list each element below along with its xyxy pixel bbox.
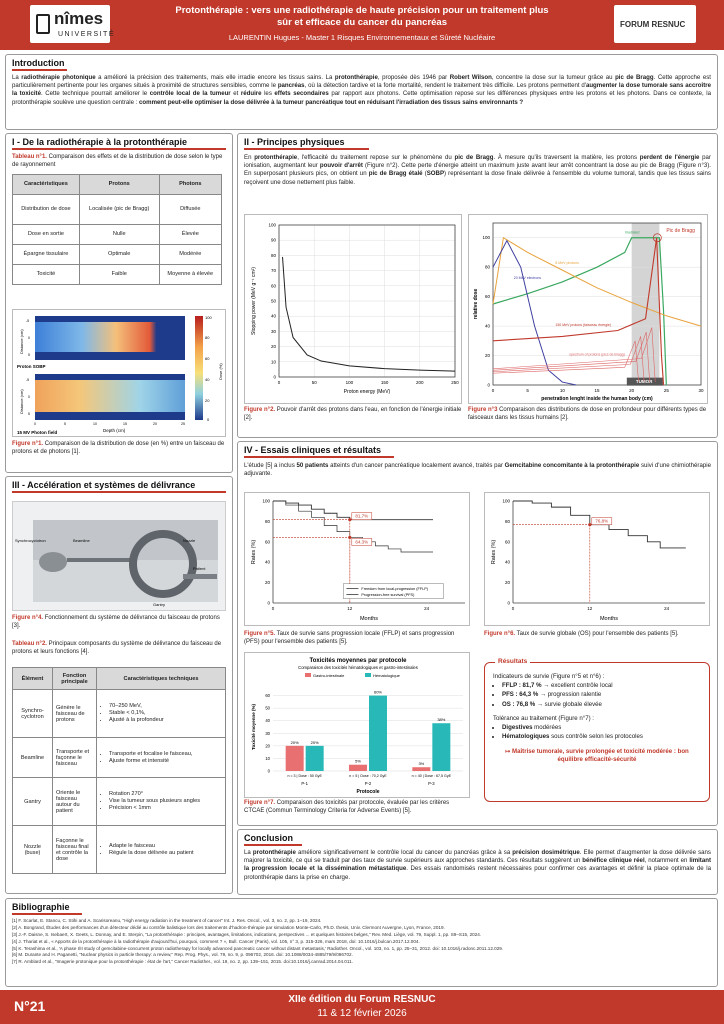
- x-tick-label: 0: [271, 606, 275, 611]
- table-1-cell: Diffusée: [159, 194, 221, 224]
- table-2-function: Transporte et façonne le faisceau: [53, 738, 97, 778]
- y-tick-label: 80: [504, 518, 510, 524]
- section-4: [237, 441, 718, 826]
- bragg-peak-label: Pic de Bragg: [666, 227, 695, 234]
- fig1-xtick: 20: [153, 422, 157, 426]
- section-1: [5, 133, 233, 473]
- stopping-power-line: [283, 257, 455, 371]
- header: [0, 0, 724, 50]
- section-3-title: III - Accélération et systèmes de délivrance: [12, 480, 196, 490]
- photon-field-region: [35, 380, 185, 412]
- table-1-cell: Dose en sortie: [13, 224, 80, 244]
- intro-title: Introduction: [12, 58, 65, 68]
- y-tick-label: 50: [270, 298, 276, 304]
- series-label: 8 MeV photons: [555, 261, 579, 266]
- y-tick-label: 30: [270, 328, 276, 334]
- table-2-header: Élément: [13, 668, 53, 690]
- fig1-cbar-tick: 60: [205, 356, 210, 361]
- y-tick-label: 100: [268, 222, 276, 228]
- category-label: P-2: [364, 781, 372, 786]
- figure-1: [12, 309, 226, 437]
- results-tolerance: Tolérance au traitement (Figure n°7) :: [493, 714, 594, 722]
- series-label: 150 MeV protons (faisceau énergie): [555, 323, 612, 328]
- figure-3-caption: Figure n°3 Comparaison des distributions de dose en profondeur pour différents types de faisceaux dans les tissus humains [2].: [468, 407, 707, 421]
- y-tick-label: 20: [264, 580, 270, 586]
- y-tick-label: 60: [484, 294, 490, 300]
- section-1-title: I - De la radiothérapie à la protonthérapie: [12, 137, 188, 147]
- results-title: Résultats: [495, 658, 530, 665]
- y-tick-label: 70: [270, 268, 276, 274]
- table-1-cell: Modérée: [159, 244, 221, 264]
- figure-5-caption: Figure n°5. Taux de survie sans progression locale (FFLP) et sans progression (PFS) pour l'ensemble des patients [5].: [244, 631, 455, 645]
- category-sublabel: n = 3 | Dose : 50 GyE: [287, 774, 322, 778]
- logo-right-text: FORUM RESNUC: [620, 20, 686, 29]
- logo-left-sub: UNIVERSITÉ: [58, 31, 116, 38]
- table-1-header: Photons: [159, 174, 221, 194]
- y-tick-label: 80: [270, 252, 276, 258]
- fig1-cbar-tick: 80: [205, 335, 210, 340]
- figure-6-caption: Figure n°6. Taux de survie globale (OS) pour l'ensemble des patients [5].: [484, 631, 679, 637]
- y-tick-label: 0: [507, 600, 510, 606]
- bar-data-label: 20%: [290, 739, 299, 745]
- y-tick-label: 40: [484, 323, 490, 329]
- fig1-label-proton: Proton SOBP: [17, 364, 46, 369]
- figure-3: [468, 214, 708, 404]
- results-intro: Indicateurs de survie (Figure n°5 et n°6) :: [493, 673, 605, 680]
- table-1-cell: Moyenne à élevée: [159, 264, 221, 284]
- conclusion-section: [237, 829, 718, 895]
- table-2: [12, 667, 226, 874]
- reference-item: [7] R. Amblard et al., "Imagerie protonique pour la protonthérapie : état de l'art," Cancer Radiother., vol. 19, no. 2, pp. 139–151, 2015. doi:10.1016/j.canrad.2014.04.011.: [12, 959, 353, 965]
- bar-data-label: 60%: [373, 689, 383, 695]
- reference-item: [6] M. Durante and H. Paganetti, "Nuclear physics in particle therapy: a review," Rep. Prog. Phys., vol. 79, no. 9, p. 096702, 2016. doi: 10.1088/0034-4885/79/9/096702.: [12, 952, 353, 958]
- y-axis-label: relative dose: [473, 288, 479, 320]
- y-tick-label: 20: [484, 353, 490, 359]
- fig1-xtick: 10: [93, 422, 97, 426]
- x-tick-label: 150: [380, 380, 389, 385]
- table-2-element: Beamline: [13, 738, 53, 778]
- bibliography-title: Bibliographie: [12, 902, 70, 912]
- figure-7-svg: [245, 653, 471, 799]
- results-box: [484, 658, 710, 802]
- fig1-cbar-tick: 0: [207, 417, 210, 422]
- y-tick-label: 20: [265, 743, 270, 749]
- y-tick-label: 0: [267, 600, 270, 606]
- x-tick-label: 12: [587, 606, 593, 611]
- y-tick-label: 100: [262, 498, 270, 504]
- x-tick-label: 20: [629, 388, 635, 393]
- plot-frame: [493, 223, 701, 385]
- fig1-ytick: 5: [28, 412, 30, 416]
- y-tick-label: 40: [270, 313, 276, 319]
- bar: [349, 765, 367, 771]
- section-2: [237, 133, 718, 438]
- figure-2-svg: [245, 215, 463, 405]
- fig1-cbar-tick: 20: [205, 398, 210, 403]
- footer-line-1: XIIe édition du Forum RESNUC: [288, 994, 436, 1005]
- bibliography-section: [5, 898, 718, 987]
- y-axis-label: Toxicité moyenne (%): [251, 704, 256, 750]
- conclusion-text: La protonthérapie améliore significativement le contrôle local du cancer du pancréas grâce à sa précision dosimétrique. Elle permet d'augmenter la dose délivrée sans majorer la toxicité, ce qui se traduit par des taux de survie supérieurs aux approches standards. Ces résultats suggèrent un bénéfice clinique réel, notamment en limitant la progression locale et la dissémination métastatique. Des essais randomisés restent nécessaires pour confirmer ces avantages et définir la place optimale de la protonthérapie dans la prise en charge.: [244, 849, 711, 881]
- fig1-ylabel-bottom: Distance (cm): [19, 389, 24, 414]
- fig1-ytick: -5: [26, 319, 30, 323]
- reference-point: [348, 518, 351, 521]
- y-tick-label: 40: [265, 718, 270, 724]
- figure-4: [12, 501, 226, 611]
- logo-right: [614, 5, 696, 43]
- fig4-label: Nozzle: [183, 538, 196, 543]
- y-tick-label: 0: [273, 374, 276, 380]
- y-tick-label: 30: [265, 730, 270, 736]
- fig1-ytick: 0: [28, 336, 30, 340]
- results-item: • FFLP : 81,7 % → excellent contrôle local: [502, 682, 701, 690]
- proton-sobp-region: [35, 322, 170, 352]
- legend-label: Gastro-intestinale: [313, 673, 345, 678]
- conclusion-title: Conclusion: [244, 833, 293, 843]
- fig1-cbar-label: Dose (%): [218, 363, 223, 380]
- table-2-specs: • Rotation 270° • Vise la tumeur sous plusieurs angles • Précision < 1mm: [97, 778, 226, 826]
- y-tick-label: 10: [270, 359, 276, 365]
- table-2-specs: • Transporte et focalise le faisceau, • Ajuste forme et intensité: [97, 738, 226, 778]
- fig1-xtick: 25: [181, 422, 185, 426]
- table-1-cell: Distribution de dose: [13, 194, 80, 224]
- x-tick-label: 10: [559, 388, 565, 393]
- reference-item: [5] K. Terashima et al., 'A phase I/II study of gemcitabine-concurrent proton radiotherapy for locally advanced pancreatic cancer without distant metastasis,' Radiother. Oncol., vol. 103, no. 1, pp. 25–31, 2012. doi: 10.1016/j.radonc.2011.12.029.: [12, 945, 504, 951]
- x-axis-label: Months: [359, 616, 379, 622]
- y-tick-label: 60: [504, 539, 510, 545]
- figure-7-caption: Figure n°7. Comparaison des toxicités par protocole, évaluée par les critères CTCAE (Commun Terminology Criteria for Adverse Events) [5].: [244, 800, 450, 814]
- bar-data-label: 38%: [437, 717, 446, 723]
- figure-6-svg: [485, 493, 711, 627]
- bar-data-label: 20%: [310, 739, 319, 745]
- bragg-peak-line: [493, 336, 644, 382]
- table-1-cell: Nulle: [79, 224, 159, 244]
- table-1-cell: Localisée (pic de Bragg): [79, 194, 159, 224]
- figure-3-svg: [469, 215, 709, 405]
- fig1-cbar-tick: 100: [205, 315, 212, 320]
- footer: [0, 990, 724, 1024]
- figure-4-caption: Figure n°4. Fonctionnement du système de délivrance du faisceau de protons [3].: [12, 615, 220, 629]
- fig1-ytick: 0: [28, 395, 30, 399]
- fig4-label: Beamline: [73, 538, 90, 543]
- reference-item: [3] J.-F. Daisne, S. Isebaert, X. Geets, L. Donnay, and E. Sterpin, "La protonthérapie : principes, avantages, limitations, indications, perspectives ... et quelques histoires belges," Rev. Med. Liège, vol. 79, Suppl. 1, pp. S9–S15, 2024.: [12, 931, 482, 937]
- logo-left-main: nîmes: [54, 9, 104, 28]
- x-tick-label: 50: [311, 380, 317, 385]
- x-axis-label: Proton energy (MeV): [343, 389, 391, 395]
- x-axis-label: Protocole: [356, 789, 380, 795]
- patient-couch-icon: [183, 574, 217, 579]
- table-1-header: Protons: [79, 174, 159, 194]
- chart-title: Toxicités moyennes par protocole: [309, 658, 407, 664]
- figure-5-svg: [245, 493, 471, 627]
- table-1-header: Caractéristiques: [13, 174, 80, 194]
- category-label: P-1: [301, 781, 308, 786]
- section-2-text: En protonthérapie, l'efficacité du traitement repose sur le phénomène du pic de Bragg. À mesure qu'ils traversent la matière, les protons perdent de l'énergie par ionisation, augmentant leur pouvoir d'arrêt (Figure n°2). Cette perte d'énergie atteint un maximum juste avant leur arrêt concentrant la dose au pic de Bragg (Figure n°3). En superposant plusieurs pics, on obtient un pic de Bragg étalé (SOBP) représentant la dose finale délivrée à l'ensemble du volume tumoral, tandis que les tissus sains reçoivent une dose nettement plus faible.: [244, 154, 711, 186]
- annotation-label: 81,7%: [355, 513, 369, 519]
- intro-text: La radiothérapie photonique a amélioré la précision des traitements, mais elle irradie encore les tissus sains. La protonthérapie, proposée dès 1946 par Robert Wilson, concentre la dose sur la tumeur grâce au pic de Bragg. Cette approche est particulièrement pertinente pour les organes situés à proximité de structures sensibles, comme le pancréas, où la détection tardive et la forte mortalité, rendent le traitement très difficile. Les protons permettent d'augmenter la dose tumorale sans accroître la toxicité. Cette technique pourrait améliorer le contrôle local de la tumeur et réduire les effets secondaires par rapport aux photons. Cette optimisation repose sur les différences physiques entre les protons et les photons. Dans ce contexte, la protonthérapie soulève une question centrale : comment peut-elle optimiser la dose délivrée à la tumeur pancréatique tout en réduisant l'irradiation des tissus sains environnants ?: [12, 74, 712, 106]
- y-tick-label: 20: [270, 344, 276, 350]
- legend-swatch: [365, 673, 371, 677]
- bar: [432, 723, 450, 771]
- x-axis-label: Months: [599, 616, 619, 622]
- x-tick-label: 200: [416, 380, 424, 385]
- y-tick-label: 80: [264, 518, 270, 524]
- figure-5: [244, 492, 470, 626]
- series-label: Irradiated: [624, 230, 640, 235]
- y-tick-label: 80: [484, 264, 490, 270]
- table-1: [12, 174, 222, 285]
- title-line-2: sûr et efficace du cancer du pancréas: [276, 17, 448, 28]
- figure-6: [484, 492, 710, 626]
- university-emblem-icon: [36, 14, 50, 34]
- y-axis-label: Stopping power (MeV g⁻¹ cm²): [251, 267, 257, 335]
- reference-point: [588, 523, 591, 526]
- x-tick-label: 0: [511, 606, 515, 611]
- beamline-icon: [67, 558, 137, 562]
- bragg-peak-line: [493, 341, 639, 382]
- figure-2: [244, 214, 462, 404]
- legend-label: Hématologique: [373, 673, 400, 678]
- fig4-label: Patient: [193, 566, 206, 571]
- y-tick-label: 10: [265, 755, 270, 761]
- x-tick-label: 24: [664, 606, 670, 611]
- y-tick-label: 60: [264, 539, 270, 545]
- section-3: [5, 476, 233, 894]
- legend-label: Freedom from local-progression (FFLP): [361, 587, 429, 592]
- figure-2-caption: Figure n°2. Pouvoir d'arrêt des protons dans l'eau, en fonction de l'énergie initiale [2].: [244, 407, 462, 421]
- bar-data-label: 3%: [418, 761, 425, 767]
- logo-left: [30, 5, 116, 43]
- x-tick-label: 15: [594, 388, 600, 393]
- legend-label: Progression-free survival (PFS): [361, 593, 415, 598]
- series-label: spectrum of protons (pics de Bragg): [569, 352, 625, 357]
- x-tick-label: 24: [424, 606, 430, 611]
- fig4-label: Synchrocyclotron: [15, 538, 46, 543]
- fig1-ytick: -5: [26, 378, 30, 382]
- table-2-caption: Tableau n°2. Principaux composants du système de délivrance du faisceau de protons et leurs fonctions [4].: [12, 641, 222, 655]
- y-axis-label: Rates (%): [491, 539, 497, 565]
- fig1-colorbar: [195, 316, 203, 420]
- table-1-cell: Toxicité: [13, 264, 80, 284]
- poster-number: N°21: [14, 998, 46, 1014]
- x-axis-label: penetration lenght inside the human body (cm): [541, 396, 653, 402]
- fig1-cbar-tick: 40: [205, 377, 210, 382]
- x-tick-label: 0: [491, 388, 495, 393]
- results-item: • Digestives modérées: [502, 724, 701, 732]
- y-tick-label: 0: [267, 768, 270, 774]
- fig1-xtick: 0: [34, 422, 36, 426]
- table-1-cell: Épargne tissulaire: [13, 244, 80, 264]
- table-2-element: Gantry: [13, 778, 53, 826]
- results-item: • PFS : 64,3 % → progression ralentie: [502, 691, 701, 699]
- section-4-text: L'étude [5] a inclus 50 patients atteints d'un cancer pancréatique localement avancé, traités par Gemcitabine concomitante à la protonthérapie suivi d'une chimiothérapie adjuvante.: [244, 462, 711, 478]
- figure-1-svg: [13, 310, 227, 438]
- table-1-cell: Élevée: [159, 224, 221, 244]
- y-tick-label: 20: [504, 580, 510, 586]
- annotation-label: 76,8%: [595, 518, 609, 524]
- reference-item: [4] J. Thariat et al., « Apports de la protonthérapie à la radiothérapie d'aujourd'hui, pourquoi, comment ? », Bull. Cancer (Paris), vol. 105, n° 3, p. 315-326, mars 2018, doi: 10.1016/j.bulcan.2017.12.004.: [12, 938, 420, 944]
- x-tick-label: 12: [347, 606, 353, 611]
- y-tick-label: 50: [265, 705, 270, 711]
- legend-swatch: [305, 673, 311, 677]
- table-2-element: Nozzle (buse): [13, 826, 53, 874]
- table-1-caption: Tableau n°1. Comparaison des effets et de la distribution de dose selon le type de rayonnement: [12, 154, 223, 168]
- bar: [412, 767, 430, 771]
- annotation-label: 64,3%: [355, 539, 369, 545]
- category-sublabel: n = 40 | Dose : 67,5 GyE: [411, 774, 452, 778]
- y-tick-label: 60: [265, 693, 270, 699]
- footer-line-2: 11 & 12 février 2026: [317, 1008, 407, 1019]
- section-2-title: II - Principes physiques: [244, 137, 345, 147]
- title-line-1: Protonthérapie : vers une radiothérapie de haute précision pour un traitement plus: [175, 5, 549, 16]
- chart-subtitle: Comparaison des toxicités hématologiques et gastro-intestinales: [298, 665, 418, 670]
- category-sublabel: n = 5 | Dose : 70,2 GyE: [349, 774, 387, 778]
- y-axis-label: Rates (%): [251, 539, 257, 565]
- x-tick-label: 5: [526, 388, 529, 393]
- fig1-label-photon: 15 MV Photon field: [17, 430, 58, 435]
- reference-item: [2] A. Bongrand, Études des performances d'un détecteur dédié au contrôle balistique lors des traitements d'hadron-thérapie par simulation Monte-Carlo, Ph.D. thesis, Univ. Clermont Auvergne, Lyon, France, 2019.: [12, 924, 445, 930]
- table-2-specs: • Adapte le faisceau • Régule la dose délivrée au patient: [97, 826, 226, 874]
- results-conclusion: ↦ Maîtrise tumorale, survie prolongée et toxicité modérée : bon équilibre efficacité-sécurité: [505, 747, 689, 763]
- table-2-specs: • 70–250 MeV, • Stable < 0,1%, • Ajusté à la profondeur: [97, 690, 226, 738]
- reference-point: [348, 536, 351, 539]
- x-tick-label: 25: [663, 388, 669, 393]
- table-2-header: Caractéristiques techniques: [97, 668, 226, 690]
- y-tick-label: 100: [482, 235, 490, 241]
- category-label: P-3: [428, 781, 435, 786]
- table-2-function: Oriente le faisceau autour du patient: [53, 778, 97, 826]
- bar: [369, 696, 387, 771]
- figure-4-svg: [13, 502, 227, 612]
- reference-item: [1] F. Scarlat, E. Stancu, C. Stihi and A. Scarisoreanu, "High energy radiation in the treatment of cancer" Int. J. Res. Oncol., vol. 3, no. 2, pp. 1–19, 2024.: [12, 918, 322, 923]
- bar-data-label: 5%: [355, 758, 361, 764]
- results-item: • OS : 76,8 % → survie globale élevée: [502, 701, 701, 709]
- table-2-function: Façonne le faisceau final et contrôle la dose: [53, 826, 97, 874]
- table-1-cell: Faible: [79, 264, 159, 284]
- bar: [306, 746, 324, 771]
- y-tick-label: 0: [487, 382, 490, 388]
- results-item: • Hématologiques sous contrôle selon les protocoles: [502, 733, 701, 741]
- y-tick-label: 40: [504, 559, 510, 565]
- fig1-xtick: 5: [64, 422, 66, 426]
- x-tick-label: 30: [698, 388, 704, 393]
- y-tick-label: 100: [502, 498, 510, 504]
- fig1-ytick: 5: [28, 353, 30, 357]
- synchrocyclotron-icon: [39, 552, 67, 572]
- x-tick-label: 250: [451, 380, 459, 385]
- section-4-title: IV - Essais cliniques et résultats: [244, 445, 382, 455]
- figure-1-caption: Figure n°1. Comparaison de la distribution de dose (en %) entre un faisceau de protons et de photons [1].: [12, 441, 225, 455]
- x-tick-label: 100: [345, 380, 354, 385]
- tumor-label: TUMOR: [635, 379, 653, 385]
- figure-7: [244, 652, 470, 798]
- fig1-xtick: 15: [123, 422, 127, 426]
- y-tick-label: 90: [270, 237, 276, 243]
- y-tick-label: 60: [270, 283, 276, 289]
- series-label: 20 MeV electrons: [513, 275, 542, 280]
- fig4-label: Gantry: [153, 602, 166, 607]
- table-2-header: Fonction principale: [53, 668, 97, 690]
- y-tick-label: 40: [264, 559, 270, 565]
- fig1-xlabel: Depth (cm): [103, 428, 126, 433]
- bar: [286, 746, 304, 771]
- table-2-function: Génère le faisceau de protons: [53, 690, 97, 738]
- table-2-element: Synchro-cyclotron: [13, 690, 53, 738]
- author-line: LAURENTIN Hugues - Master 1 Risques Environnementaux et Sûreté Nucléaire: [228, 33, 496, 42]
- intro-section: [5, 54, 718, 130]
- table-1-cell: Optimale: [79, 244, 159, 264]
- x-tick-label: 0: [277, 380, 281, 385]
- fig1-ylabel-top: Distance (cm): [19, 329, 24, 354]
